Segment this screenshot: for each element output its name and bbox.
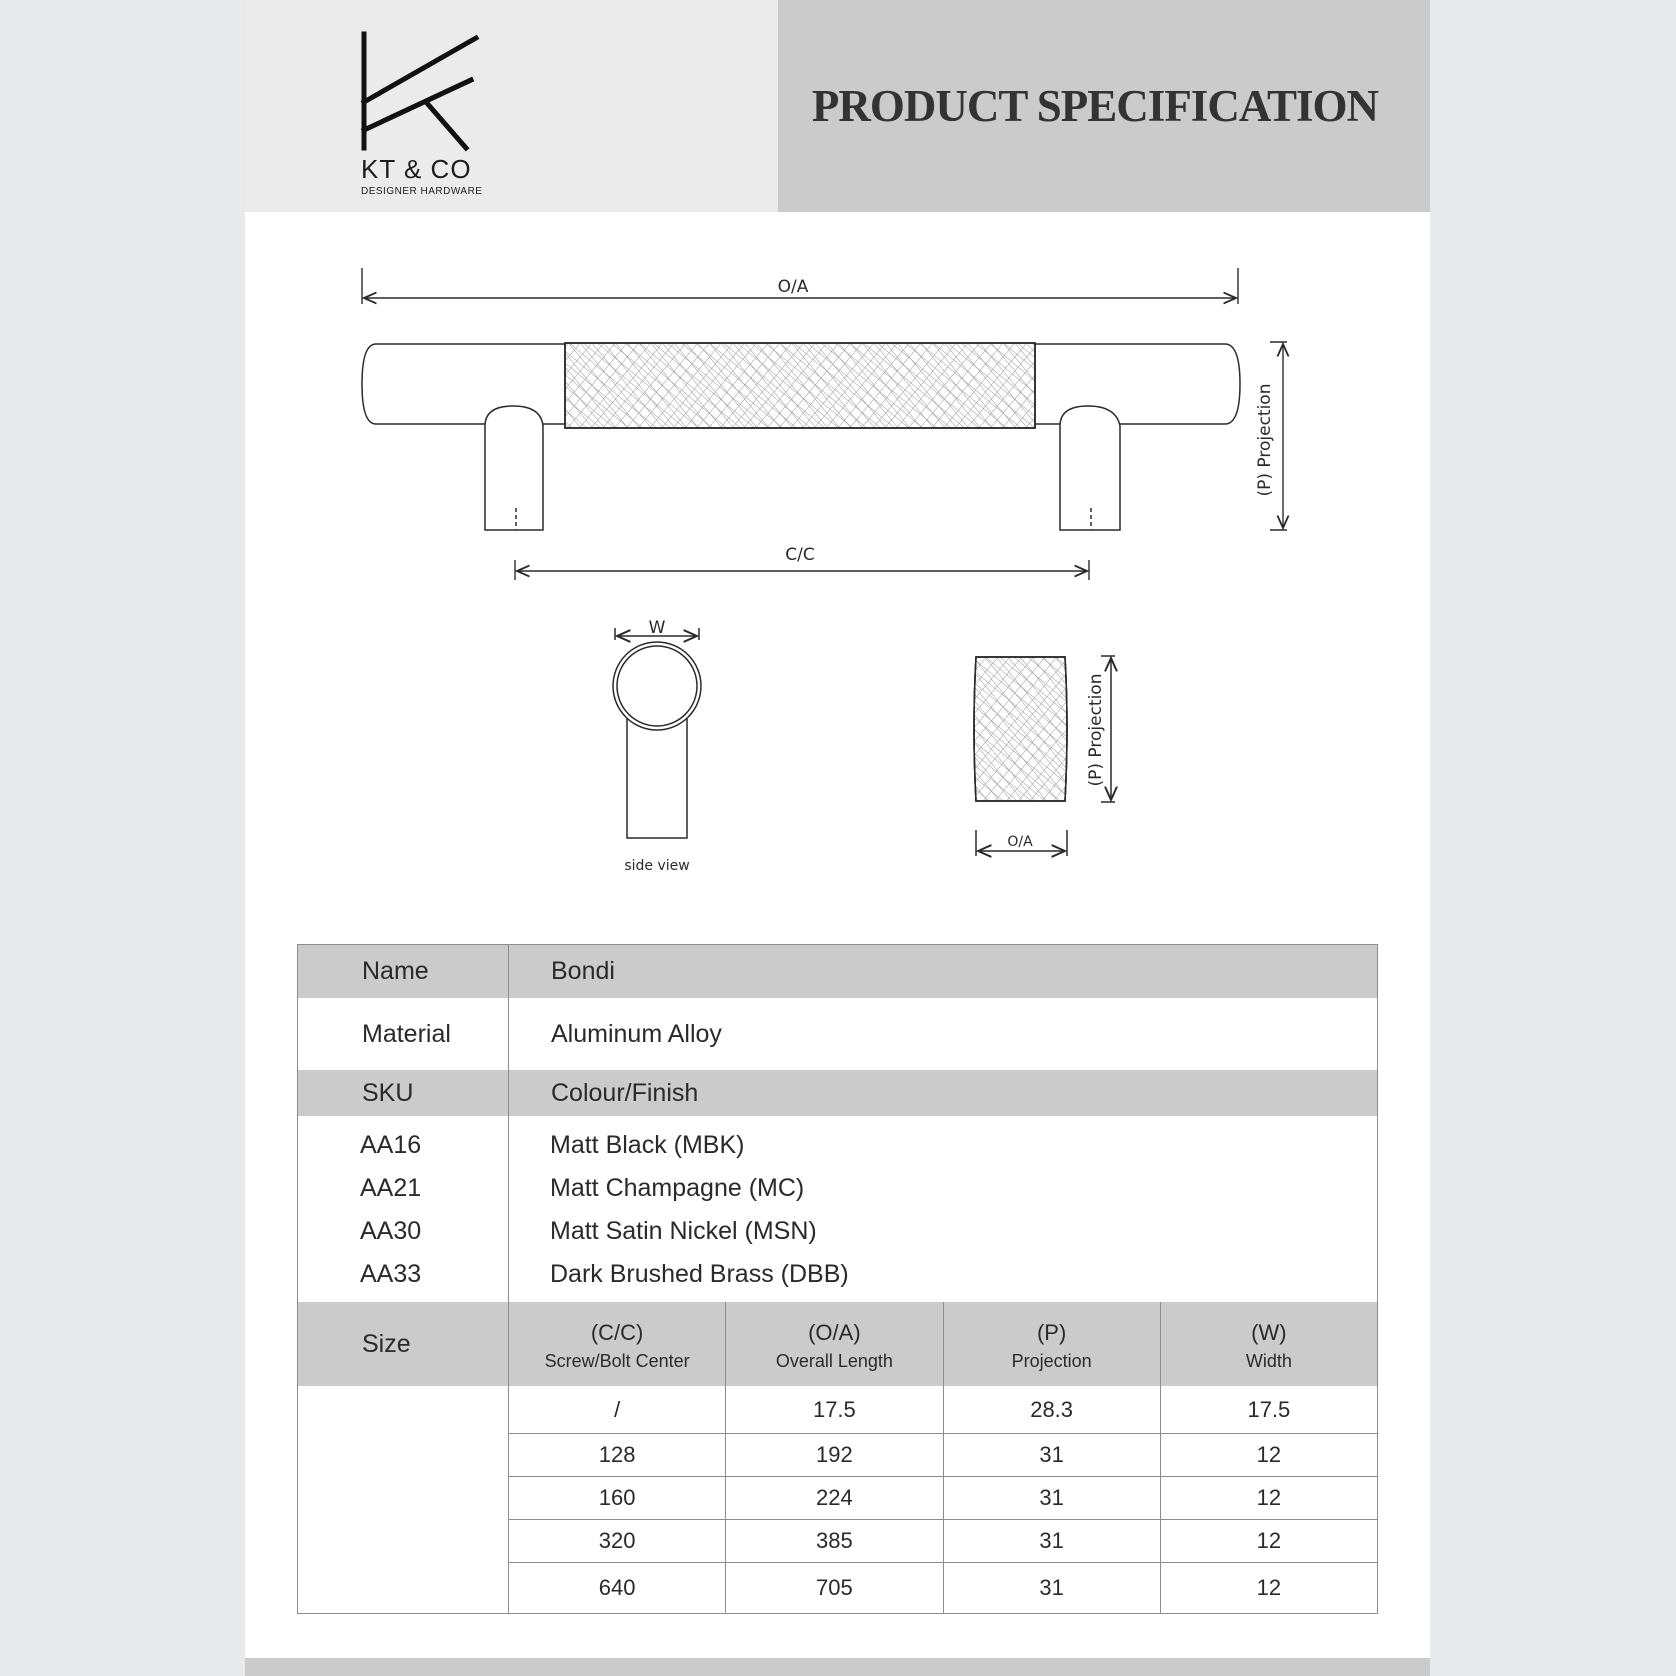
size-col-full: Projection bbox=[1011, 1351, 1092, 1371]
sku-label: SKU bbox=[298, 1070, 509, 1116]
size-cell: 12 bbox=[1256, 1442, 1282, 1467]
size-cell: 31 bbox=[944, 1520, 1161, 1562]
size-cell: 640 bbox=[509, 1563, 726, 1613]
size-cell: 31 bbox=[944, 1434, 1161, 1476]
spec-table bbox=[297, 944, 1378, 1614]
material-row bbox=[298, 998, 1377, 1070]
sku-code: AA30 bbox=[360, 1217, 422, 1245]
spec-sheet bbox=[245, 0, 1430, 1676]
size-cell: 385 bbox=[726, 1520, 943, 1562]
size-col-abbr: (O/A) bbox=[808, 1320, 861, 1345]
sku-finish: Matt Champagne (MC) bbox=[550, 1174, 805, 1202]
sku-finishes bbox=[509, 1116, 849, 1302]
table-row bbox=[509, 1386, 1377, 1434]
size-col-full: Screw/Bolt Center bbox=[544, 1351, 690, 1371]
width-label: W bbox=[648, 618, 666, 638]
sku-finish: Matt Satin Nickel (MSN) bbox=[550, 1217, 817, 1245]
brand-tagline: DESIGNER HARDWARE bbox=[361, 186, 483, 197]
finish-label: Colour/Finish bbox=[551, 1078, 699, 1107]
size-col-abbr: (P) bbox=[1036, 1320, 1067, 1345]
size-label: Size bbox=[298, 1302, 509, 1386]
handle-side-view bbox=[613, 628, 701, 838]
material-label: Material bbox=[298, 998, 509, 1070]
name-value: Bondi bbox=[551, 957, 615, 985]
size-col-full: Width bbox=[1245, 1351, 1292, 1371]
page-title: PRODUCT SPECIFICATION bbox=[811, 81, 1378, 131]
size-col-cc bbox=[509, 1302, 726, 1386]
sku-header-row bbox=[298, 1070, 1377, 1116]
table-row bbox=[509, 1520, 1377, 1563]
sku-codes bbox=[298, 1116, 509, 1302]
size-cell: 17.5 bbox=[726, 1386, 943, 1433]
end-overall-label: O/A bbox=[1007, 834, 1033, 850]
size-col-abbr: (C/C) bbox=[590, 1320, 644, 1345]
sizes-grid bbox=[509, 1386, 1377, 1613]
size-cell: 12 bbox=[1256, 1485, 1282, 1510]
size-cell: 160 bbox=[509, 1477, 726, 1519]
side-view-label: side view bbox=[624, 858, 690, 874]
end-projection-label: (P) Projection bbox=[1086, 673, 1106, 787]
size-col-abbr: (W) bbox=[1251, 1320, 1287, 1345]
size-cell: 320 bbox=[509, 1520, 726, 1562]
size-cell: 128 bbox=[509, 1434, 726, 1476]
projection-label: (P) Projection bbox=[1255, 383, 1275, 497]
size-cell: 705 bbox=[726, 1563, 943, 1613]
size-cell: 12 bbox=[1256, 1575, 1282, 1600]
table-row bbox=[509, 1563, 1377, 1613]
size-cell: 224 bbox=[726, 1477, 943, 1519]
sku-list-row bbox=[298, 1116, 1377, 1302]
sizes-spacer bbox=[298, 1386, 509, 1613]
sizes-body bbox=[298, 1386, 1377, 1613]
sku-code: AA21 bbox=[360, 1174, 422, 1202]
table-row bbox=[509, 1434, 1377, 1477]
size-cell: 31 bbox=[944, 1563, 1161, 1613]
technical-drawing bbox=[245, 0, 1430, 900]
brand-name: KT & CO bbox=[361, 154, 472, 184]
handle-front-view bbox=[362, 343, 1240, 530]
name-row bbox=[298, 945, 1377, 998]
size-col-p bbox=[944, 1302, 1161, 1386]
size-col-oa bbox=[726, 1302, 943, 1386]
size-cell: / bbox=[509, 1386, 726, 1433]
table-row bbox=[509, 1477, 1377, 1520]
size-header-row bbox=[298, 1302, 1377, 1386]
size-col-w bbox=[1161, 1302, 1377, 1386]
overall-label: O/A bbox=[777, 277, 809, 297]
center-label: C/C bbox=[785, 545, 815, 565]
sku-code: AA33 bbox=[360, 1260, 422, 1288]
sku-finish: Dark Brushed Brass (DBB) bbox=[550, 1260, 849, 1288]
size-column-headers bbox=[509, 1302, 1377, 1386]
size-cell: 192 bbox=[726, 1434, 943, 1476]
size-cell: 28.3 bbox=[944, 1386, 1161, 1433]
sku-code: AA16 bbox=[360, 1131, 422, 1159]
size-col-full: Overall Length bbox=[775, 1351, 893, 1371]
footer-bar bbox=[245, 1658, 1430, 1676]
sku-finish: Matt Black (MBK) bbox=[550, 1131, 745, 1159]
size-cell: 31 bbox=[944, 1477, 1161, 1519]
size-cell: 17.5 bbox=[1247, 1396, 1291, 1422]
name-label: Name bbox=[298, 945, 509, 998]
material-value: Aluminum Alloy bbox=[551, 1019, 722, 1048]
size-cell: 12 bbox=[1256, 1528, 1282, 1553]
